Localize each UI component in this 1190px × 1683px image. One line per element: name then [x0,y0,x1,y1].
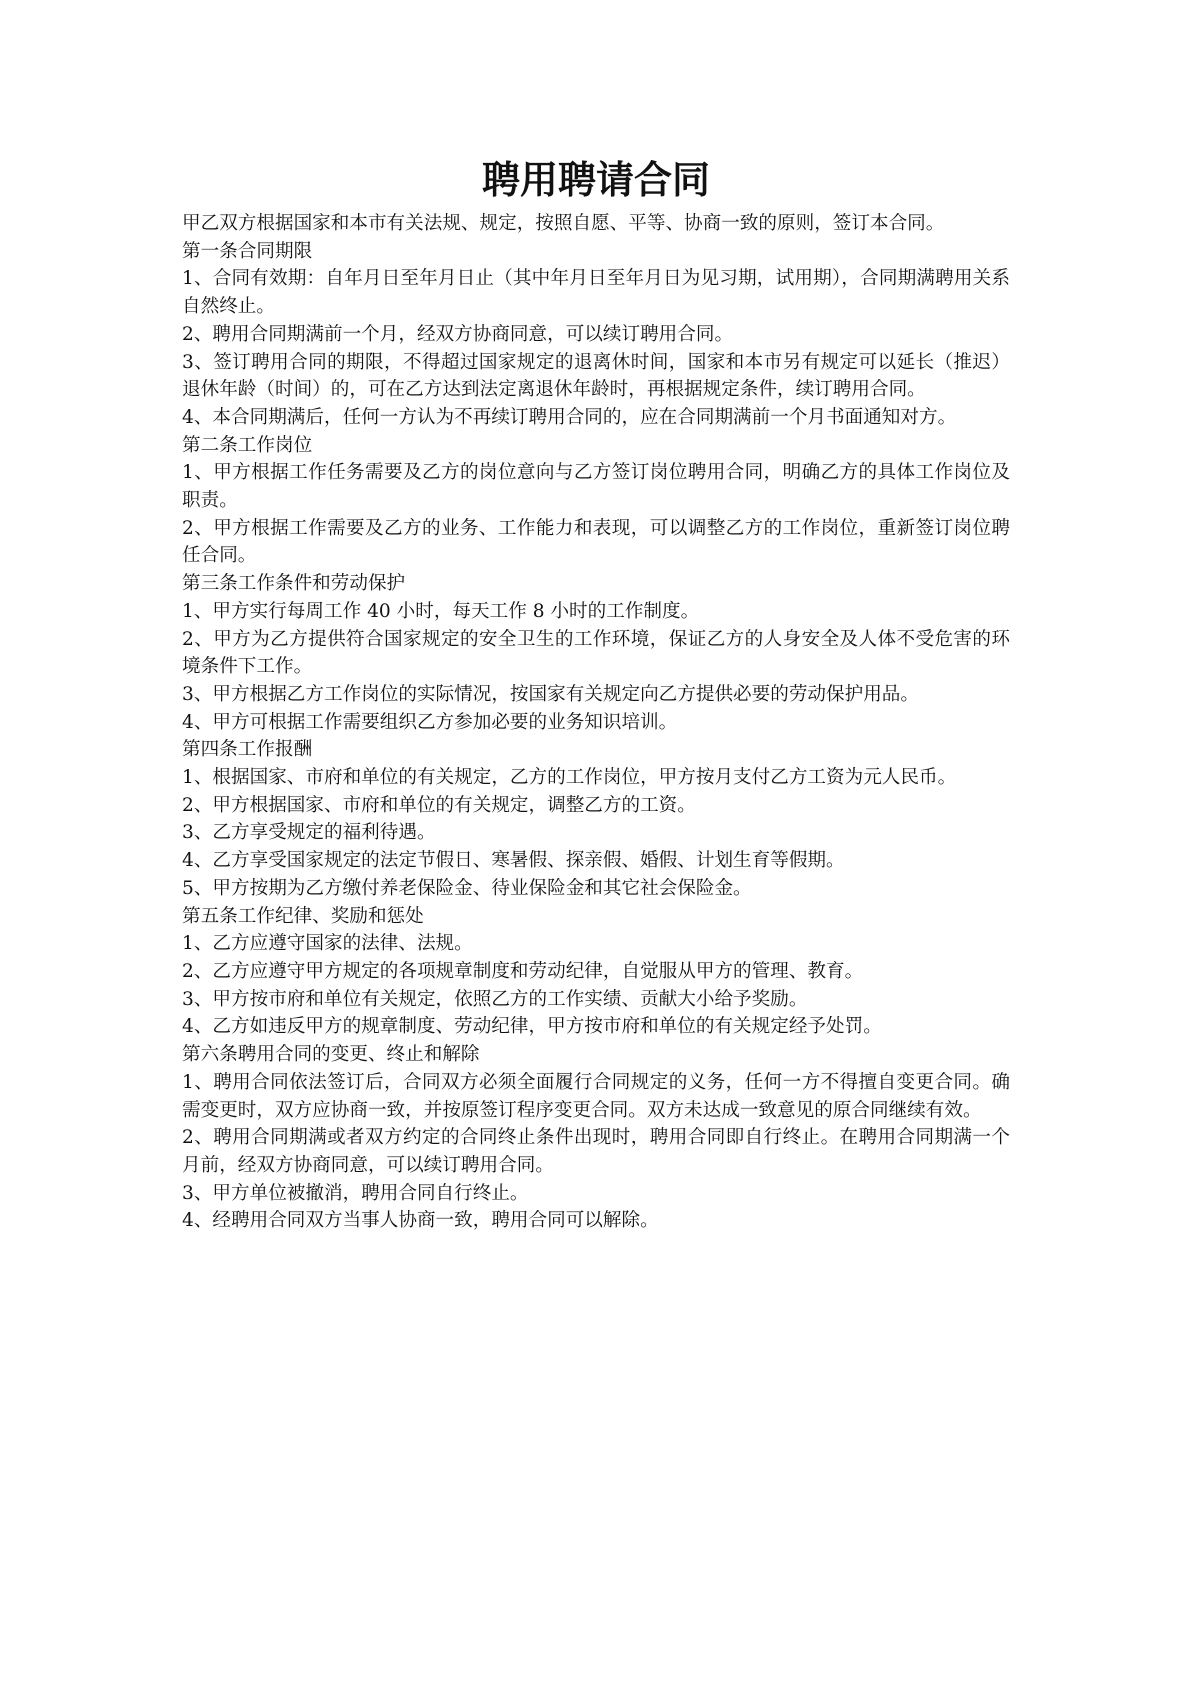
clause: 1、乙方应遵守国家的法律、法规。 [182,933,473,955]
clause: 4、经聘用合同双方当事人协商一致，聘用合同可以解除。 [182,1210,659,1232]
clause: 3、签订聘用合同的期限，不得超过国家规定的退离休时间，国家和本市另有规定可以延长（推迟）退休年龄（时间）的，可在乙方达到法定离退休年龄时，再根据规定条件，续订聘用合同。 [182,351,1010,401]
section-heading: 第四条工作报酬 [182,739,313,761]
preamble: 甲乙双方根据国家和本市有关法规、规定，按照自愿、平等、协商一致的原则，签订本合同。 [182,213,945,234]
clause: 2、甲方根据国家、市府和单位的有关规定，调整乙方的工资。 [182,794,696,816]
clause: 1、根据国家、市府和单位的有关规定，乙方的工作岗位，甲方按月支付乙方工资为元人民币。 [182,767,957,789]
section-2-position [182,432,1010,571]
section-heading: 第一条合同期限 [182,240,313,262]
section-6-change-termination [182,1041,1010,1235]
section-heading: 第六条聘用合同的变更、终止和解除 [182,1044,480,1066]
section-3-conditions [182,570,1010,736]
document-title: 聘用聘请合同 [481,158,710,202]
clause: 3、甲方单位被撤消，聘用合同自行终止。 [182,1182,529,1204]
section-1-term [182,238,1010,432]
clause: 1、甲方实行每周工作 40 小时，每天工作 8 小时的工作制度。 [182,600,700,622]
clause: 3、甲方按市府和单位有关规定，依照乙方的工作实绩、贡献大小给予奖励。 [182,988,808,1010]
clause: 2、甲方为乙方提供符合国家规定的安全卫生的工作环境，保证乙方的人身安全及人体不受危害的环境条件下工作。 [182,628,1010,678]
clause: 4、乙方享受国家规定的法定节假日、寒暑假、探亲假、婚假、计划生育等假期。 [182,850,845,872]
clause: 4、本合同期满后，任何一方认为不再续订聘用合同的，应在合同期满前一个月书面通知对方。 [182,406,957,428]
clause: 3、甲方根据乙方工作岗位的实际情况，按国家有关规定向乙方提供必要的劳动保护用品。 [182,683,919,705]
clause: 1、聘用合同依法签订后，合同双方必须全面履行合同规定的义务，任何一方不得擅自变更合同。确需变更时，双方应协商一致，并按原签订程序变更合同。双方未达成一致意见的原合同继续有效。 [182,1071,1010,1121]
section-4-remuneration [182,736,1010,902]
clause: 4、甲方可根据工作需要组织乙方参加必要的业务知识培训。 [182,711,678,733]
clause: 1、合同有效期：自年月日至年月日止（其中年月日至年月日为见习期，试用期），合同期满聘用关系自然终止。 [182,268,1010,318]
clause: 4、乙方如违反甲方的规章制度、劳动纪律，甲方按市府和单位的有关规定经予处罚。 [182,1016,882,1038]
section-heading: 第三条工作条件和劳动保护 [182,573,406,595]
clause: 2、聘用合同期满或者双方约定的合同终止条件出现时，聘用合同即自行终止。在聘用合同期满一个月前，经双方协商同意，可以续订聘用合同。 [182,1127,1010,1176]
clause: 1、甲方根据工作任务需要及乙方的岗位意向与乙方签订岗位聘用合同，明确乙方的具体工作岗位及职责。 [182,462,1010,512]
section-5-discipline [182,903,1010,1042]
section-heading: 第二条工作岗位 [182,434,313,456]
clause: 5、甲方按期为乙方缴付养老保险金、待业保险金和其它社会保险金。 [182,877,752,899]
clause: 2、聘用合同期满前一个月，经双方协商同意，可以续订聘用合同。 [182,323,734,345]
document-page [182,156,1010,1235]
clause: 2、甲方根据工作需要及乙方的业务、工作能力和表现，可以调整乙方的工作岗位，重新签订岗位聘任合同。 [182,517,1010,567]
clause: 3、乙方享受规定的福利待遇。 [182,822,436,844]
clause: 2、乙方应遵守甲方规定的各项规章制度和劳动纪律，自觉服从甲方的管理、教育。 [182,960,864,982]
section-heading: 第五条工作纪律、奖励和惩处 [182,905,424,927]
